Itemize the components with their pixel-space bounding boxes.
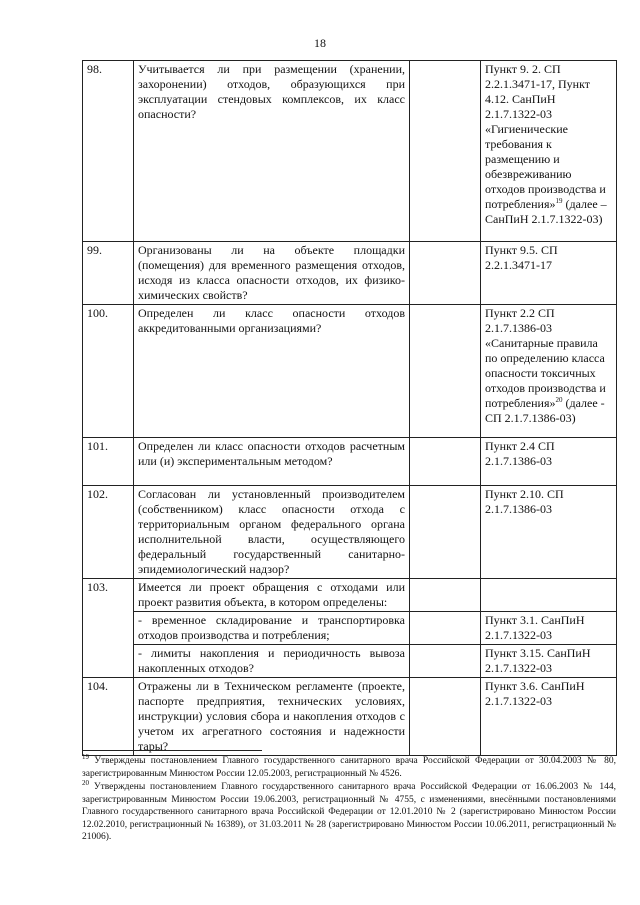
answer-cell[interactable] (410, 61, 481, 242)
answer-cell[interactable] (410, 678, 481, 756)
table-row (83, 242, 617, 305)
reference-text-part: Пункт 9. 2. СП 2.2.1.3471-17, Пункт 4.12. СанПиН 2.1.7.1322-03 «Гигиенические требования к размещению и обезвреживанию отходов производства и потребления» (485, 62, 606, 211)
table-row (83, 645, 617, 678)
reference-text: Пункт 3.6. СанПиН 2.1.7.1322-03 (481, 678, 617, 756)
answer-cell[interactable] (410, 242, 481, 305)
reference-text-part: Пункт 9.5. СП 2.2.1.3471-17 (485, 243, 558, 272)
reference-text-part: Пункт 2.2 СП 2.1.7.1386-03 «Санитарные правила по определению класса опасности токсичных отходов производства и потребления» (485, 306, 606, 410)
checklist-table (82, 60, 617, 756)
table-row (83, 61, 617, 242)
footnotes (82, 752, 616, 845)
answer-cell[interactable] (410, 612, 481, 645)
reference-text (481, 486, 617, 579)
table-row (83, 486, 617, 579)
footnote-text: Утверждены постановлением Главного государственного санитарного врача Российской Федерации от 16.06.2003 № 144, зарегистрированным Минюстом России 19.06.2003, регистрационный № 4755, с изменениями, внесёнными постановлениями Главного государственного санитарного врача Российской Федерации от 12.01.2010 № 2 (зарегистрировано Минюстом России 12.02.2010, регистрационный № 16389), от 31.03.2011 № 28 (зарегистрировано Минюстом России 10.06.2011, регистрационный № 21006). (82, 782, 616, 842)
row-number: 100. (83, 305, 134, 438)
question-text: Отражены ли в Техническом регламенте (проекте, паспорте предприятия, технических условиях, инструкции) условия сбора и накопления отходов с учетом их агрегатного состояния и надежности тары? (134, 678, 410, 756)
footnote-mark: 19 (555, 197, 563, 205)
table-row (83, 612, 617, 645)
question-text: Согласован ли установленный производителем (собственником) класс опасности отхода с территориальным органом федерального органа исполнительной власти, осуществляющего федеральный государственный санитарно-эпидемиологический надзор? (134, 486, 410, 579)
reference-text-part: Пункт 2.10. СП 2.1.7.1386-03 (485, 487, 564, 516)
footnote (82, 778, 616, 844)
row-number: 102. (83, 486, 134, 579)
row-number: 98. (83, 61, 134, 242)
footnote-mark: 20 (555, 396, 563, 404)
reference-text (481, 61, 617, 242)
answer-cell[interactable] (410, 438, 481, 486)
page-number: 18 (314, 36, 326, 50)
reference-text (481, 579, 617, 612)
table-row (83, 438, 617, 486)
table-row (83, 579, 617, 612)
question-text: Организованы ли на объекте площадки (помещения) для временного размещения отходов, исходя из класса опасности отходов, их физико-химических свойств? (134, 242, 410, 305)
row-number: 104. (83, 678, 134, 756)
footnote (82, 752, 616, 780)
table-row (83, 678, 617, 756)
answer-cell[interactable] (410, 305, 481, 438)
question-text: - временное складирование и транспортировка отходов производства и потребления; (134, 612, 410, 645)
reference-text (481, 242, 617, 305)
question-text: - лимиты накопления и периодичность вывоза накопленных отходов? (134, 645, 410, 678)
reference-text-part: (далее – СанПиН 2.1.7.1322-03) (485, 197, 607, 226)
reference-text-part: (далее - СП 2.1.7.1386-03) (485, 396, 605, 425)
row-number: 101. (83, 438, 134, 486)
row-number: 103. (83, 579, 134, 678)
footnote-mark: 20 (82, 778, 89, 787)
reference-text (481, 305, 617, 438)
reference-text: Пункт 3.1. СанПиН 2.1.7.1322-03 (481, 612, 617, 645)
row-number: 99. (83, 242, 134, 305)
question-text: Учитывается ли при размещении (хранении, захоронении) отходов, образующихся при эксплуатации стендовых комплексов, их класс опасности? (134, 61, 410, 242)
answer-cell[interactable] (410, 579, 481, 612)
footnote-mark: 19 (82, 752, 89, 761)
reference-text-part: Пункт 2.4 СП 2.1.7.1386-03 (485, 439, 555, 468)
footnote-divider (82, 750, 262, 751)
question-text: Имеется ли проект обращения с отходами или проект развития объекта, в котором определены: (134, 579, 410, 612)
answer-cell[interactable] (410, 486, 481, 579)
reference-text: Пункт 3.15. СанПиН 2.1.7.1322-03 (481, 645, 617, 678)
answer-cell[interactable] (410, 645, 481, 678)
table-row (83, 305, 617, 438)
footnote-text: Утверждены постановлением Главного государственного санитарного врача Российской Федерации от 30.04.2003 № 80, зарегистрированным Минюстом России 12.05.2003, регистрационный № 4526. (82, 756, 616, 779)
reference-text (481, 438, 617, 486)
question-text: Определен ли класс опасности отходов расчетным или (и) экспериментальным методом? (134, 438, 410, 486)
question-text: Определен ли класс опасности отходов аккредитованными организациями? (134, 305, 410, 438)
